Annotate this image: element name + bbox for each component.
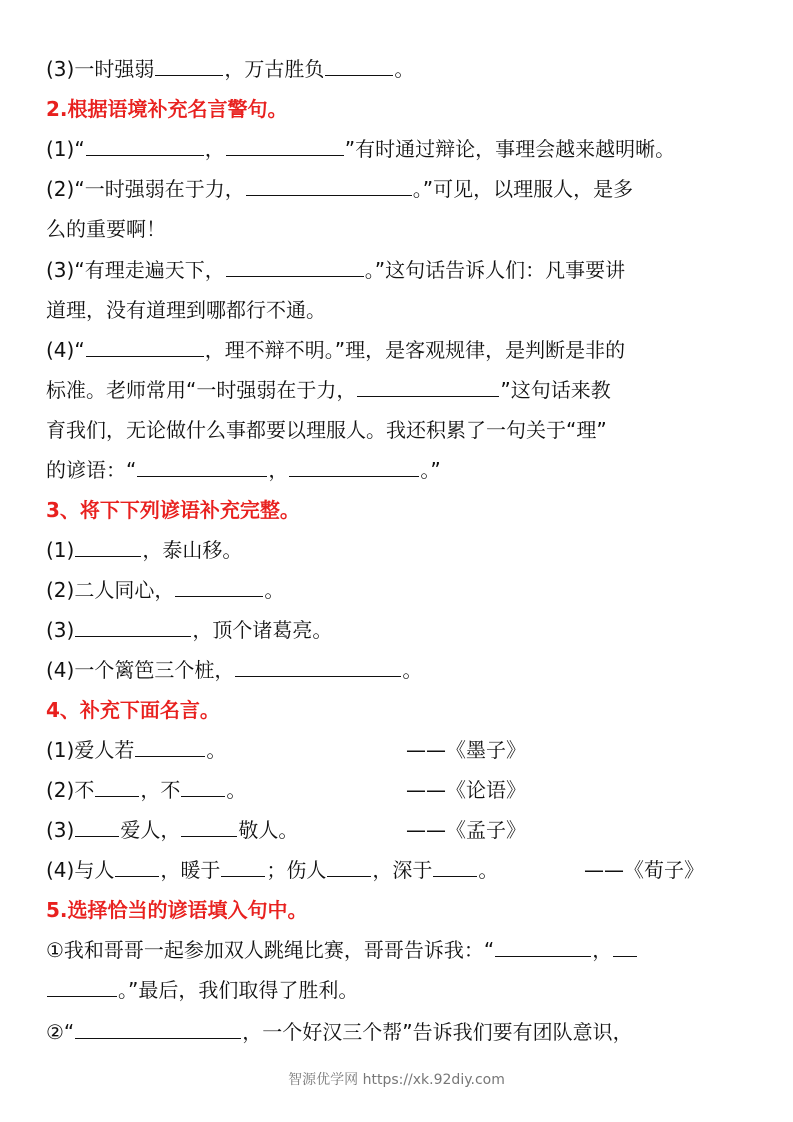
text: ①我和哥哥一起参加双人跳绳比赛，哥哥告诉我：“ [46,938,495,962]
text: (2)不 [46,778,95,802]
answer-blank[interactable] [175,595,263,597]
s2-q3 [46,256,761,284]
section-5-heading: 5.选择恰当的谚语填入句中。 [46,898,308,922]
text: ，不 [140,778,181,802]
text: 。”最后，我们取得了胜利。 [118,978,359,1002]
s3-q1 [46,536,761,564]
text: (4)与人 [46,858,115,882]
text: ， [204,137,225,161]
text: ”有时通过辩论，事理会越来越明晰。 [344,137,676,161]
answer-blank[interactable] [246,194,412,196]
answer-blank[interactable] [495,955,591,957]
text: ， [592,938,613,962]
answer-blank[interactable] [235,675,401,677]
answer-blank[interactable] [75,835,119,837]
text: (4)“ [46,338,85,362]
s5-q2 [46,1018,761,1046]
text: 。” [420,458,441,482]
answer-blank[interactable] [75,1037,241,1039]
answer-blank[interactable] [226,275,364,277]
answer-blank[interactable] [86,154,204,156]
text: 。”这句话告诉人们：凡事要讲 [364,258,626,282]
text: 标准。老师常用“一时强弱在于力， [46,378,357,402]
text: ，理不辩不明。”理，是客观规律，是判断是非的 [204,338,626,362]
text: ， [268,458,289,482]
text: (2)二人同心， [46,578,175,602]
answer-blank[interactable] [135,755,205,757]
answer-blank[interactable] [325,74,393,76]
answer-blank[interactable] [181,835,237,837]
text: (3)“有理走遍天下， [46,258,225,282]
text: (2)“一时强弱在于力， [46,177,245,201]
answer-blank[interactable] [327,875,371,877]
s2-q4-cont2: 育我们，无论做什么事都要以理服人。我还积累了一句关于“理” [46,418,607,442]
s2-q3-cont: 道理，没有道理到哪都行不通。 [46,298,326,322]
text: (1)“ [46,137,85,161]
text: 。 [206,738,227,762]
s2-q2-cont: 么的重要啊！ [46,217,166,241]
s4-q3 [46,816,761,844]
text: ，万古胜负 [224,57,325,81]
s4-q1 [46,736,761,764]
section-3-heading: 3、将下下列谚语补充完整。 [46,498,300,522]
text: ；伤人 [266,858,327,882]
attribution: ——《荀子》 [584,858,704,882]
text: 。 [264,578,285,602]
answer-blank[interactable] [86,355,204,357]
answer-blank[interactable] [75,555,141,557]
text: ，深于 [372,858,433,882]
text: (4)一个篱笆三个桩， [46,658,235,682]
s2-q4-cont3 [46,456,761,484]
text: (3) [46,818,75,842]
s5-q1-cont [46,976,761,1004]
s4-q2 [46,776,761,804]
text: ②“ [46,1020,75,1044]
section-2-heading: 2.根据语境补充名言警句。 [46,97,288,121]
s5-q1 [46,936,761,964]
attribution: ——《孟子》 [406,818,526,842]
s2-q2 [46,175,761,203]
answer-blank[interactable] [95,795,139,797]
text: 。 [226,778,247,802]
text: 。 [402,658,423,682]
text: (1) [46,538,75,562]
text: (3)一时强弱 [46,57,155,81]
section-4-heading: 4、补充下面名言。 [46,698,220,722]
text: (3) [46,618,75,642]
answer-blank[interactable] [357,395,499,397]
text: 敬人。 [238,818,299,842]
s2-q4 [46,336,761,364]
text: 的谚语：“ [46,458,137,482]
answer-blank[interactable] [137,475,267,477]
answer-blank[interactable] [226,154,344,156]
text: 。”可见，以理服人，是多 [412,177,634,201]
text: 爱人， [120,818,181,842]
answer-blank[interactable] [115,875,159,877]
s3-q3 [46,616,761,644]
s2-q4-cont1 [46,376,761,404]
answer-blank[interactable] [181,795,225,797]
s4-q4 [46,856,761,884]
answer-blank[interactable] [47,995,117,997]
answer-blank[interactable] [289,475,419,477]
s3-q4 [46,656,761,684]
answer-blank[interactable] [221,875,265,877]
footer-watermark: 智源优学网 https://xk.92diy.com [288,1072,505,1088]
attribution: ——《墨子》 [406,738,526,762]
text: (1)爱人若 [46,738,135,762]
text: ，一个好汉三个帮”告诉我们要有团队意识， [242,1020,633,1044]
text: 。 [478,858,499,882]
text: 。 [394,57,415,81]
text: ，暖于 [160,858,221,882]
answer-blank[interactable] [155,74,223,76]
text: ，顶个诸葛亮。 [192,618,333,642]
s3-q2 [46,576,761,604]
answer-blank[interactable] [75,635,191,637]
answer-blank[interactable] [613,955,637,957]
s2-q1 [46,135,761,163]
text: ，泰山移。 [142,538,243,562]
s1-q3 [46,55,761,83]
answer-blank[interactable] [433,875,477,877]
attribution: ——《论语》 [406,778,526,802]
text: ”这句话来教 [500,378,611,402]
